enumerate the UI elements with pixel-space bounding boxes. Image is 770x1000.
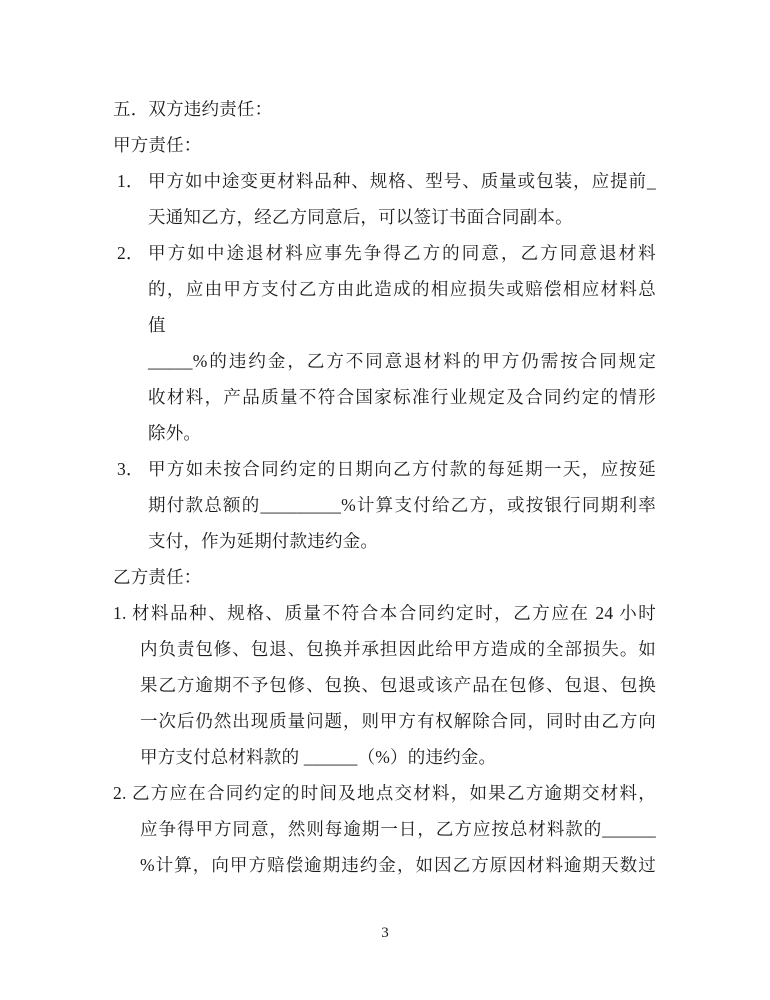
item-text-line-with-blank: 期付款总额的_________%计算支付给乙方，或按银行同期利率	[148, 495, 656, 515]
item-text-line: 的，应由甲方支付乙方由此造成的相应损失或赔偿相应材料总	[148, 279, 656, 299]
item-text-line-with-blank: _____%的违约金，乙方不同意退材料的甲方仍需按合同规定	[148, 351, 656, 371]
item-text-line-with-blank: 甲方支付总材料款的 ______（%）的违约金。	[140, 747, 497, 767]
item-text-line: 支付，作为延期付款违约金。	[148, 531, 379, 551]
item-text-line: 值	[148, 315, 166, 335]
item-number: 1.	[113, 603, 127, 623]
item-text-line: 一次后仍然出现质量问题，则甲方有权解除合同，同时由乙方向	[140, 711, 656, 731]
contract-body	[113, 91, 656, 883]
item-text-line: 果乙方逾期不予包修、包换、包退或该产品在包修、包退、包换	[140, 675, 656, 695]
item-number: 2．	[117, 243, 144, 263]
party-a-item-3	[113, 451, 656, 487]
item-text-line: %计算，向甲方赔偿逾期违约金，如因乙方原因材料逾期天数过	[140, 855, 656, 875]
party-a-header: 甲方责任：	[113, 135, 202, 155]
party-b-item-1	[113, 595, 656, 631]
party-a-item-2	[113, 235, 656, 271]
party-b-item-2	[113, 775, 656, 811]
item-text-line: 除外。	[148, 423, 202, 443]
party-a-item-1	[113, 163, 656, 199]
item-text-line-with-blank: 应争得甲方同意，然则每逾期一日，乙方应按总材料款的______	[140, 819, 656, 839]
item-text-line: 内负责包修、包退、包换并承担因此给甲方造成的全部损失。如	[140, 639, 656, 659]
item-number: 1．	[117, 171, 144, 191]
section-title: 五．双方违约责任：	[113, 99, 273, 119]
item-text-line: 天通知乙方，经乙方同意后，可以签订书面合同副本。	[148, 207, 573, 227]
item-number: 2.	[113, 783, 127, 803]
item-number: 3．	[117, 459, 144, 479]
item-text-line: 甲方如中途退材料应事先争得乙方的同意，乙方同意退材料	[148, 243, 656, 263]
item-text-line: 甲方如中途变更材料品种、规格、型号、质量或包装，应提前_	[148, 171, 656, 191]
party-b-header: 乙方责任：	[113, 567, 202, 587]
item-text-line: 收材料，产品质量不符合国家标准行业规定及合同约定的情形	[148, 387, 656, 407]
page-number: 3	[381, 925, 389, 941]
item-text-line: 材料品种、规格、质量不符合本合同约定时，乙方应在 24 小时	[132, 603, 656, 623]
item-text-line: 乙方应在合同约定的时间及地点交材料，如果乙方逾期交材料，	[132, 783, 656, 803]
item-text-line: 甲方如未按合同约定的日期向乙方付款的每延期一天，应按延	[148, 459, 656, 479]
